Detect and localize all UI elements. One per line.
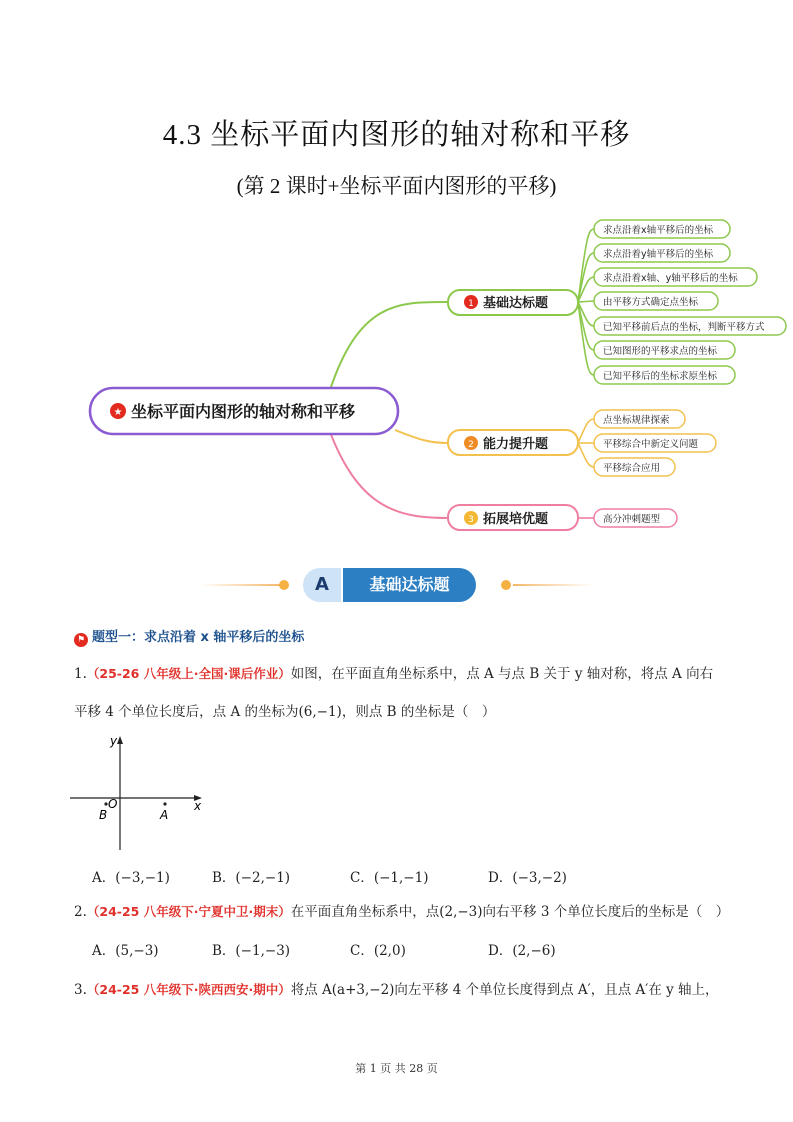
q2-option-c[interactable]: C．(2,0) xyxy=(350,943,406,959)
q1-option-d[interactable]: D．(−3,−2) xyxy=(488,870,567,886)
point-a xyxy=(163,802,166,805)
mindmap-root xyxy=(90,388,398,434)
leaf-1-1: 求点沿着x轴平移后的坐标 xyxy=(603,225,714,236)
point-b-label: B xyxy=(99,808,108,822)
point-b xyxy=(104,802,107,805)
leaf-1-3: 求点沿着x轴、y轴平移后的坐标 xyxy=(603,273,738,284)
flag-icon: ⚑ xyxy=(74,633,88,647)
q1-option-b[interactable]: B．(−2,−1) xyxy=(212,870,291,886)
question-2-line-1 xyxy=(74,902,729,922)
leaf-2-3: 平移综合应用 xyxy=(603,463,661,474)
mindmap-branch-1 xyxy=(448,290,578,315)
leaf-2-1: 点坐标规律探索 xyxy=(603,415,670,426)
mindmap-branch-2 xyxy=(448,430,578,455)
branch-2-leaves xyxy=(594,410,716,476)
leaf-2-2: 平移综合中新定义问题 xyxy=(603,439,699,450)
origin-label: O xyxy=(108,797,118,811)
question-1-line-1 xyxy=(74,664,713,684)
question-3-number: 3. xyxy=(74,982,87,998)
section-letter: A xyxy=(303,568,341,602)
leaf-1-2: 求点沿着y轴平移后的坐标 xyxy=(603,249,714,260)
mindmap-branch-3 xyxy=(448,505,578,530)
leaf-1-4: 由平移方式确定点坐标 xyxy=(603,297,699,308)
q1-option-c[interactable]: C．(−1,−1) xyxy=(350,870,429,886)
leaf-1-5: 已知平移前后点的坐标，判断平移方式 xyxy=(603,322,765,333)
branch-3-label: 拓展培优题 xyxy=(483,512,549,527)
question-1-source: （25-26 八年级上·全国·课后作业） xyxy=(86,666,291,681)
section-banner xyxy=(303,568,476,602)
x-axis-label: x xyxy=(194,799,202,813)
question-3-source: （24-25 八年级下·陕西西安·期中） xyxy=(86,982,291,997)
question-2-number: 2. xyxy=(74,904,87,920)
leaf-1-7: 已知平移后的坐标求原坐标 xyxy=(603,371,718,382)
svg-text:3: 3 xyxy=(468,515,474,525)
svg-text:★: ★ xyxy=(113,407,123,418)
section-name: 基础达标题 xyxy=(343,568,476,602)
point-a-label: A xyxy=(160,808,169,822)
mind-map xyxy=(0,200,793,550)
svg-text:1: 1 xyxy=(468,299,474,309)
branch-1-leaves xyxy=(594,220,786,384)
question-3-line-1 xyxy=(74,980,719,1000)
leaf-3-1: 高分冲刺题型 xyxy=(603,514,661,525)
branch-2-label: 能力提升题 xyxy=(483,437,549,452)
q2-option-a[interactable]: A．(5,−3) xyxy=(92,943,159,959)
page-title: 4.3 坐标平面内图形的轴对称和平移 xyxy=(162,119,631,151)
q2-option-d[interactable]: D．(2,−6) xyxy=(488,943,556,959)
question-1-number: 1. xyxy=(74,666,87,682)
svg-text:2: 2 xyxy=(468,440,474,450)
q1-option-a[interactable]: A．(−3,−1) xyxy=(92,870,170,886)
page-subtitle: (第 2 课时+坐标平面内图形的平移) xyxy=(236,174,557,198)
branch-3-leaves xyxy=(594,509,677,527)
mindmap-root-label: 坐标平面内图形的轴对称和平移 xyxy=(131,402,356,421)
question-3-text-1: 将点 A(a+3,−2)向左平移 4 个单位长度得到点 A′，且点 A′在 y 轴上， xyxy=(290,982,719,998)
topic-heading xyxy=(74,626,304,647)
question-1-text-1: 如图，在平面直角坐标系中，点 A 与点 B 关于 y 轴对称，将点 A 向右 xyxy=(290,666,714,682)
branch-1-label: 基础达标题 xyxy=(483,296,549,311)
q2-option-b[interactable]: B．(−1,−3) xyxy=(212,943,291,959)
y-axis-label: y xyxy=(110,734,118,748)
question-1-figure xyxy=(70,730,210,855)
question-2-source: （24-25 八年级下·宁夏中卫·期末） xyxy=(86,904,291,919)
leaf-1-6: 已知图形的平移求点的坐标 xyxy=(603,346,718,357)
question-1-line-2: 平移 4 个单位长度后，点 A 的坐标为(6,−1)，则点 B 的坐标是（ ） xyxy=(74,704,496,720)
page-footer: 第 1 页 共 28 页 xyxy=(355,1062,438,1075)
question-2-text-1: 在平面直角坐标系中，点(2,−3)向右平移 3 个单位长度后的坐标是（ ） xyxy=(290,904,730,920)
topic-label: 题型一：求点沿着 x 轴平移后的坐标 xyxy=(92,630,305,645)
